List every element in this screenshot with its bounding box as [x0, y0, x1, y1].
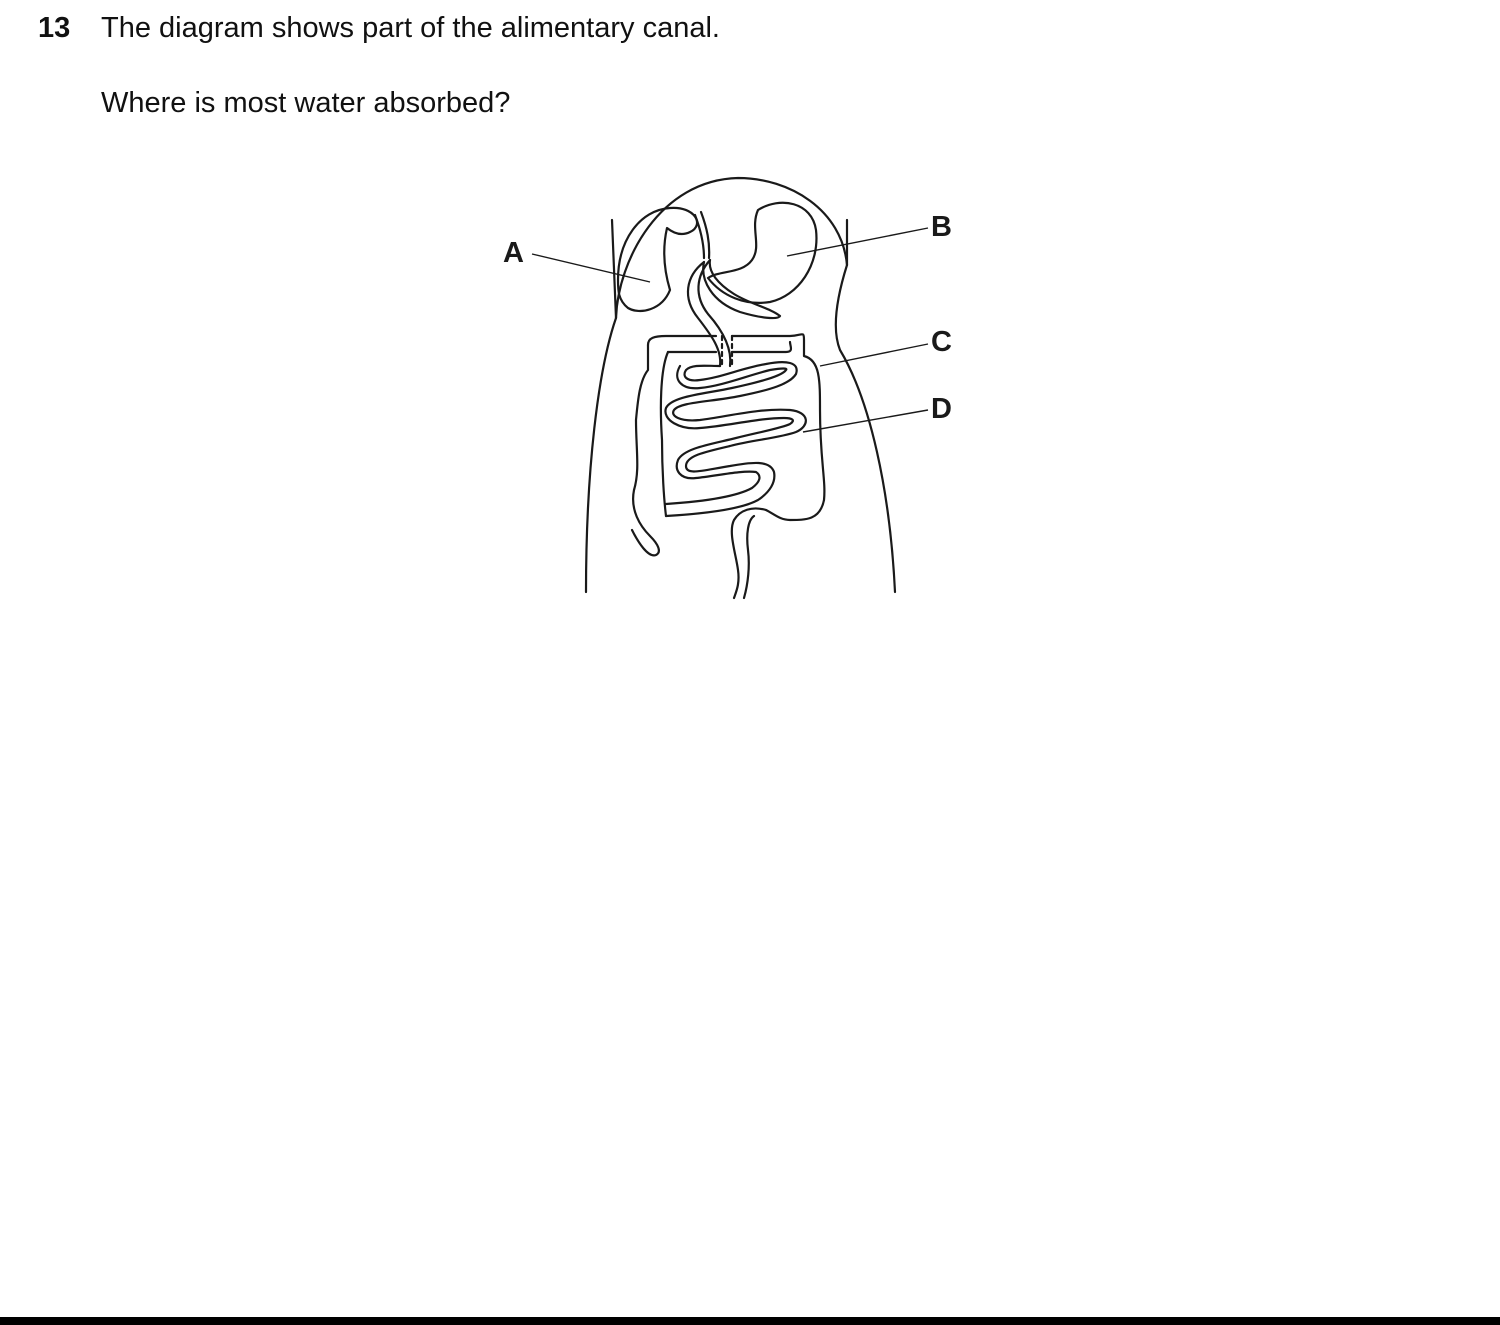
- label-line-b: [787, 228, 928, 256]
- oesophagus: [695, 212, 709, 258]
- question-number: 13: [38, 12, 71, 44]
- alimentary-canal-diagram: [490, 170, 970, 600]
- label-line-d: [803, 410, 928, 432]
- label-line-a: [532, 254, 650, 282]
- colon-organ: [648, 334, 824, 520]
- duodenum: [688, 260, 730, 366]
- question-prompt: Where is most water absorbed?: [101, 87, 511, 119]
- rectum: [732, 508, 766, 598]
- label-d: D: [931, 393, 952, 425]
- label-c: C: [931, 326, 952, 358]
- question-stem: The diagram shows part of the alimentary canal.: [101, 12, 720, 44]
- ascending-colon: [632, 345, 668, 555]
- label-line-c: [820, 344, 928, 366]
- label-a: A: [503, 237, 524, 269]
- label-b: B: [931, 211, 952, 243]
- page-footer-rule: [0, 1317, 1500, 1325]
